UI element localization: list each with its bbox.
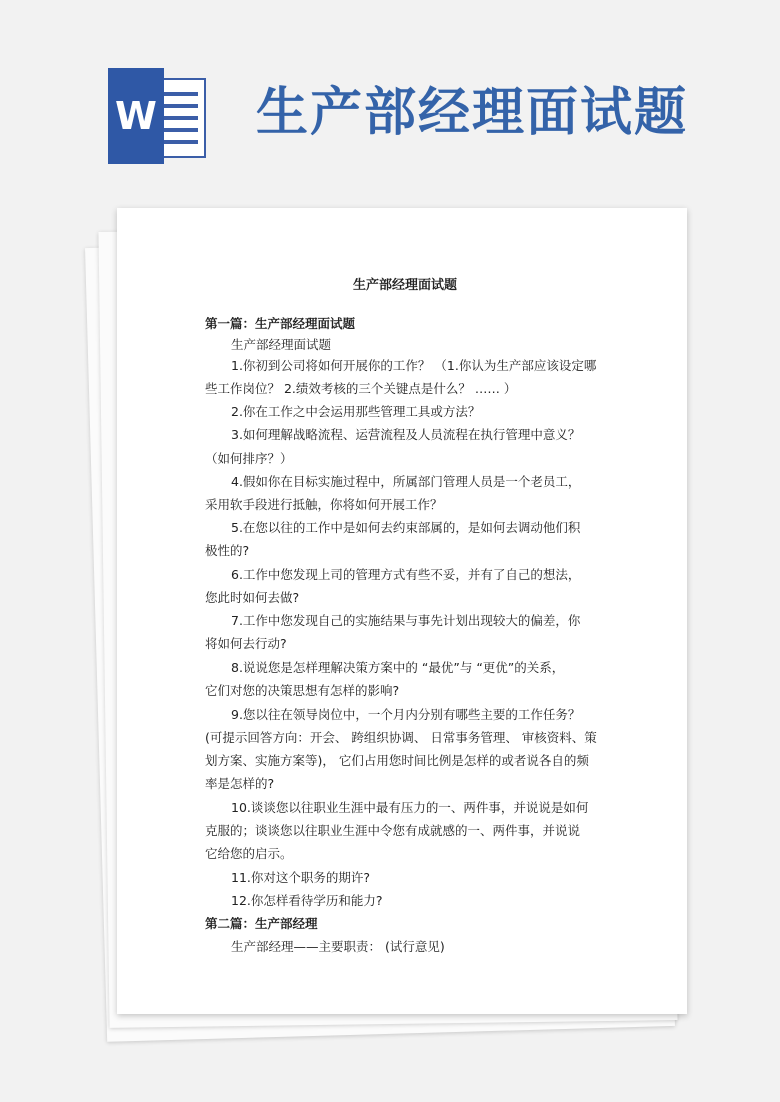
paragraph-line: 生产部经理面试题 — [231, 337, 332, 352]
paragraph-line: 1.你初到公司将如何开展你的工作？ （1.你认为生产部应该设定哪 — [231, 358, 597, 373]
paragraph-line: （如何排序？） — [205, 451, 293, 466]
paragraph-line: 12.你怎样看待学历和能力? — [231, 893, 383, 908]
paragraph-line: 11.你对这个职务的期许? — [231, 870, 371, 885]
paragraph-line: 5.在您以往的工作中是如何去约束部属的，是如何去调动他们积 — [231, 520, 581, 535]
paragraph-line: 生产部经理——主要职责： (试行意见) — [231, 939, 445, 954]
page-title: 生产部经理面试题 — [256, 82, 689, 143]
paragraph-line: 极性的? — [205, 543, 250, 558]
document-page — [117, 208, 687, 1014]
paragraph-line: 它给您的启示。 — [205, 846, 293, 861]
header — [0, 0, 780, 200]
word-document-icon — [108, 68, 208, 164]
paragraph-line: 2.你在工作之中会运用那些管理工具或方法？ — [231, 404, 481, 419]
paragraph-line: 采用软手段进行抵触，你将如何开展工作？ — [205, 497, 443, 512]
paragraph-line: (可提示回答方向：开会、 跨组织协调、 日常事务管理、 审核资料、策 — [205, 730, 597, 745]
section-heading: 第一篇：生产部经理面试题 — [205, 316, 356, 331]
paragraph-line: 您此时如何去做? — [205, 590, 300, 605]
paragraph-line: 6.工作中您发现上司的管理方式有些不妥，并有了自己的想法， — [231, 567, 581, 582]
paragraph-line: 将如何去行动? — [205, 636, 287, 651]
paragraph-line: 4.假如你在目标实施过程中，所属部门管理人员是一个老员工， — [231, 474, 581, 489]
paragraph-line: 划方案、实施方案等)， 它们占用您时间比例是怎样的或者说各自的频 — [205, 753, 589, 768]
paragraph-line: 它们对您的决策思想有怎样的影响? — [205, 683, 400, 698]
paragraph-line: 克服的；谈谈您以往职业生涯中令您有成就感的一、两件事，并说说 — [205, 823, 581, 838]
section-heading: 第二篇：生产部经理 — [205, 916, 318, 931]
paragraph-line: 些工作岗位？ 2.绩效考核的三个关键点是什么？ …… ） — [205, 381, 517, 396]
paragraph-line: 率是怎样的? — [205, 776, 275, 791]
word-icon-letter: W — [108, 68, 164, 164]
paragraph-line: 7.工作中您发现自己的实施结果与事先计划出现较大的偏差，你 — [231, 613, 581, 628]
document-title: 生产部经理面试题 — [352, 278, 457, 293]
paragraph-line: 3.如何理解战略流程、运营流程及人员流程在执行管理中意义？ — [231, 427, 581, 442]
paragraph-line: 8.说说您是怎样理解决策方案中的 “最优”与 “更优”的关系， — [231, 660, 565, 675]
paragraph-line: 10.谈谈您以往职业生涯中最有压力的一、两件事，并说说是如何 — [231, 800, 589, 815]
paragraph-line: 9.您以往在领导岗位中，一个月内分别有哪些主要的工作任务？ — [231, 707, 581, 722]
